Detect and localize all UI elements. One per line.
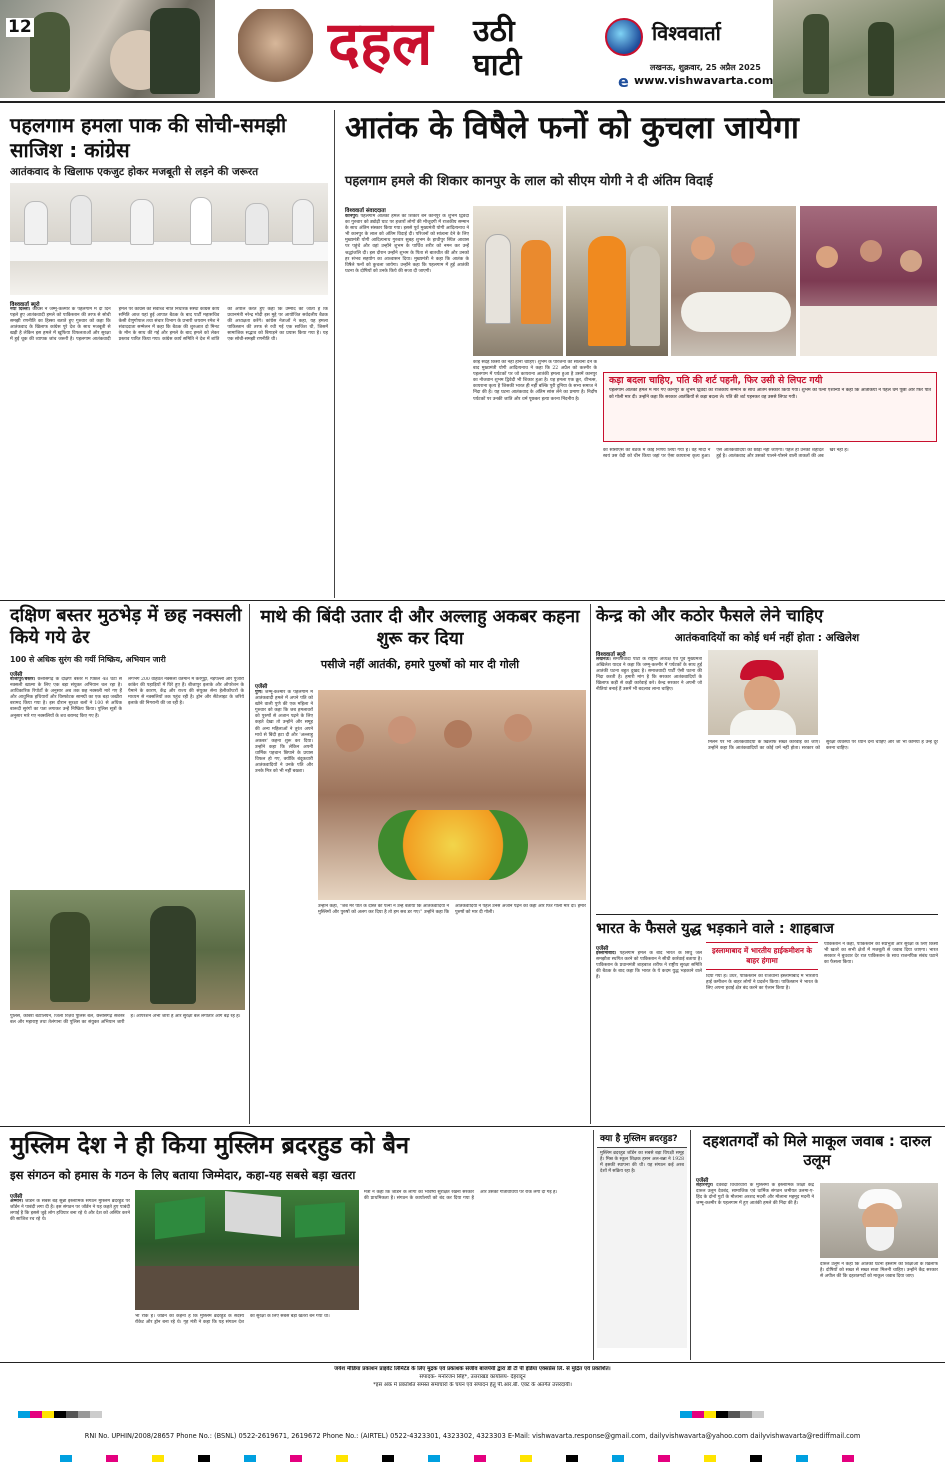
masthead-photo-right — [773, 0, 945, 98]
s8-lead: सहारनपुर। — [696, 1183, 714, 1188]
s1-lead: नयी दिल्ली। — [10, 307, 31, 312]
color-bar-top-left — [18, 1411, 102, 1418]
brand-logo-icon — [605, 18, 643, 56]
s4-headline: माथे की बिंदी उतार दी और अल्लाहु अकबर कहना शुरू कर दिया — [260, 607, 580, 649]
s8-byline: एजेंसी — [696, 1178, 709, 1184]
s3-body — [10, 677, 122, 885]
website-icon: e — [618, 72, 629, 91]
s4-body-2: उन्होंने कहा, "जब मेरे पति के दोस्त की पत्नी ने उन्हें बताया कि आतंकवादियों ने मुस्लिमों और पुरुषों को अलग कर दिया है तो हम सब डर गए।" उन्होंने कहा कि आतंकवादियों ने पहले उनसे अजान पढ़ने को कहा और फिर गोली मार दी। हमारे पुरुषों को मार दी गोली। — [318, 904, 586, 916]
s7-box-body: मुस्लिम ब्रदरहुड जॉर्डन का सबसे बड़ा विपक्षी समूह है। मिस्र के स्कूल शिक्षक हसन अल-बन्ना ने 1928 में इसकी स्थापना की थी। यह संगठन कई अरब देशों में सक्रिय रहा है। — [597, 1148, 687, 1348]
s2-photo-2 — [566, 206, 668, 356]
s1-body-text: कांग्रेस ने जम्मू-कश्मीर के पहलगाम में दो दिन पहले हुए आतंकवादी हमले को पाकिस्तान की तरफ से सोची समझी रणनीति का हिस्सा बताते हुए गुरुवार को कहा कि आतंकवाद के खिलाफ कांग्रेस पूरे देश के साथ मजबूती से खड़ी है लेकिन इस हमले में खुफिया विफलताओं और सुरक्षा में हुई चूक की व्यापक जांच जरूरी है। पहलगाम आतंकवादी हमले पर कांग्रेस की सर्वोच्च नीति निर्धारक संस्था कांग्रेस कार्य समिति आज यहां हुई आपात बैठक के बाद पार्टी महासचिव केसी वेणुगोपाल तथा संचार विभाग के प्रभारी जयराम रमेश ने संवाददाता सम्मेलन में कहा कि बैठक की शुरुआत दो मिनट के मौन के साथ की गई और हमले के बाद हमले को लेकर प्रस्ताव पारित किया गया। कांग्रेस कार्य समिति ने देश में शांति की अपील करते हुए कहा कि उम्मीद की जाती है कि प्रधानमंत्री नरेन्द्र मोदी इस मुद्दे पर आयोजित सर्वदलीय बैठक की अध्यक्षता करेंगे। कांग्रेस नेताओं ने कहा, यह हमला पाकिस्तान की तरफ से रची गई एक साजिश थी, जिसमें सामाजिक सद्भाव को बिगाड़ने का प्रयास किया गया है। यह एक सोची-समझी रणनीति थी। — [10, 307, 328, 343]
s3-byline: एजेंसी — [10, 672, 23, 678]
s3-subheadline: 100 से अधिक सुरंग की गयीं निष्क्रिय, अभियान जारी — [10, 655, 166, 664]
s6-box-title: इस्लामाबाद में भारतीय हाईकमीशन के बाहर हंगामा — [711, 946, 813, 965]
s5-body-2: मिलने पर भी आतंकवादियों के खिलाफ सख्त कार्रवाई की जाए। उन्होंने कहा कि आतंकवादियों का कोई धर्म नहीं होता। सरकार को सुरक्षा व्यवस्था पर ध्यान देना चाहिए और जो भी कमियां हैं उन्हें दूर करना चाहिए। — [708, 740, 938, 752]
masthead — [0, 0, 945, 100]
s2-caption-box — [603, 372, 937, 442]
s7-box — [597, 1132, 687, 1360]
s8-photo — [820, 1183, 938, 1258]
s3-body-text: छत्तीसगढ़ के दक्षिण बस्तर में पिछले 48 घंटों से नक्सली खात्मा के लिए एक बड़ा संयुक्त अभियान चल रहा है। आधिकारिक रिपोर्टों के अनुसार अब तक छह नक्सली मारे गए हैं और आधुनिक हथियारों और विस्फोटक सामग्री का एक बड़ा जखीरा बरामद किया गया है। इस दौरान सुरक्षा बलों ने 100 से अधिक बारूदी सुरंगों का पता लगाकर उन्हें निष्क्रिय किया। पुलिस सूत्रों के अनुसार मारे गए नक्सलियों के शव बरामद किए गए हैं। — [10, 677, 122, 719]
s4-body-text: जम्मू-कश्मीर के पहलगाम में आतंकवादी हमले में अपने पति को खोने वाली पुणे की एक महिला ने गुरुवार को कहा कि जब हमलावरों को पुरुषों से अजान पढ़ने के लिए कहते देखा तो उन्होंने और समूह की अन्य महिलाओं ने तुरंत अपने माथे से बिंदी हटा दी और 'अल्लाहु अकबर' कहना शुरू कर दिया। उन्होंने कहा कि लेकिन अपनी धार्मिक पहचान छिपाने के प्रयास विफल हो गए, क्योंकि बंदूकधारी आतंकवादियों ने उनके पति और उनके मित्र को भी नहीं बख्शा। — [255, 690, 313, 775]
s3-lead: बीजापुर/बस्तर। — [10, 677, 36, 682]
s6-lead: इस्लामाबाद। — [596, 951, 617, 956]
s2-body-3: को सीसीएस की बैठक में कोई निर्णय लिया गया है। वह मोदी ने स्वयं उस वेदी को चीन किया जहां पर ऐसा कायराना कृत्य हुआ। ऐसे आतंकवादियों को छोड़ा नहीं जाएगा। पहले ही उनकी शहादत हुई है। आतंकवाद और उसको पालने-पोसने वाली ताकतों की अब खैर नहीं है। — [603, 448, 849, 460]
s5-photo — [708, 650, 818, 735]
s4-byline: एजेंसी — [255, 684, 268, 690]
footer-line-2: संपादक- मनोरंजन सिंह*, उत्तराखंड कार्यालय- देहरादून — [419, 1374, 526, 1380]
s2-body — [345, 214, 469, 364]
s6-box — [706, 942, 818, 970]
s5-headline: केन्द्र को और कठोर फैसले लेने चाहिए — [596, 606, 824, 625]
s6-headline: भारत के फैसले युद्ध भड़काने वाले : शाहबाज — [596, 921, 834, 937]
brand-name: विश्ववार्ता — [652, 21, 721, 45]
s8-body-text: देवबंदी विचारधारा के मुस्लिमों के इस्लामिक शिक्षा केंद्र दारुल उलूम देवबंद, सामाजिक एवं धार्मिक संगठन जमीयत उलमा-ए-हिंद के दोनों गुटों के मौलाना अरशद मदनी और मौलाना महमूद मदनी ने जम्मू-कश्मीर के पहलगाम में हुए आतंकी हमले की निंदा की है। — [696, 1183, 814, 1207]
s3-caption: पुलिस, कोबरा बटालियन, जिला रिज़र्व पुलिस बल, छत्तीसगढ़ सशस्त्र बल और महाराष्ट्र तथा तेलंगाना की पुलिस का संयुक्त अभियान जारी है। ऑपरेशन अभी जारी है और सुरक्षा बल लगातार आगे बढ़ रहे हैं। — [10, 1014, 241, 1026]
s7-headline: मुस्लिम देश ने ही किया मुस्लिम ब्रदरहुड को बैन — [10, 1131, 410, 1159]
row1-bottom-rule — [0, 600, 945, 601]
s1-divider — [334, 110, 335, 598]
s4-body — [255, 690, 313, 1122]
s7-lead: अम्मान। — [10, 1199, 24, 1204]
page-number: 12 — [8, 17, 32, 37]
s7-body-2b: भी रोक है। जॉर्डन का कहना है कि मुस्लिम ब्रदरहुड के सदस्य रॉकेट और ड्रोन बना रहे थे। गृह मंत्री ने कहा कि यह संगठन देश की सुरक्षा के लिए सबसे बड़ा खतरा बन गया था। — [135, 1314, 330, 1326]
s5-bottom-rule — [596, 914, 938, 915]
color-bar-top-right — [680, 1411, 764, 1418]
s5-lead: लखनऊ। — [596, 657, 611, 662]
s2-caption-body: पहलगाम आतंकी हमले में मारे गए कानपुर के शुभम द्विवेदी का राजकीय सम्मान के साथ अंतिम संस्कार किया गया। शुभम की पत्नी ऐशान्या ने कहा कि आतंकियों ने पहले धर्म पूछा और फिर पति को गोली मार दी। उन्होंने कहा कि सरकार आतंकियों से कड़ा बदला ले। पति की शर्ट पहनकर वह उससे लिपट गयी। — [609, 388, 931, 400]
s8-divider — [690, 1130, 691, 1360]
s3-body-2: लगभग 200 वाहवत नक्सली वर्तमान में कर्रेगुट्टा, नड़पल्ली और पुजारी कांकेर की पहाड़ियों में घिरे हुए हैं। बीजापुर इलाके और ऑपरेशन के पैमाने के कारण, केंद्र और राज्य की संयुक्त सेना हेलीकॉप्टरों के माध्यम से नक्सलियों तक पहुंच रही है। ड्रोन और सैटेलाइट के जरिये इलाके की निगरानी की जा रही है। — [128, 677, 244, 707]
s8-body-2: दारुल उलूम ने कहा कि आतंकी घटना इस्लाम की शिक्षाओं के खिलाफ है। दोषियों को सख्त से सख्त सजा मिलनी चाहिए। उन्होंने केंद्र सरकार से अपील की कि दहशतगर्दों को माकूल जवाब दिया जाए। — [820, 1262, 938, 1280]
s6-body — [596, 951, 702, 1123]
s5-body — [596, 657, 702, 912]
s1-body — [10, 307, 328, 597]
s4-photo — [318, 690, 586, 900]
s1-subheadline: आतंकवाद के खिलाफ एकजुट होकर मजबूती से लड़ने की जरूरत — [10, 166, 259, 178]
s7-body — [10, 1199, 130, 1359]
s2-photo-1 — [473, 206, 563, 356]
s1-photo — [10, 183, 328, 295]
s2-photo-3 — [671, 206, 796, 356]
s7-photo — [135, 1190, 359, 1310]
s6-body-3: पाकिस्तान ने कहा, पाकिस्तान की संप्रभुता और सुरक्षा के लिए किसी भी खतरे का सभी क्षेत्रों में मजबूती से जवाब दिया जाएगा। भारत सरकार ने बुधवार देर रात पाकिस्तान के साथ राजनयिक संबंध घटाने का फैसला किया। — [824, 942, 938, 966]
dateline: लखनऊ, शुक्रवार, 25 अप्रैल 2025 — [650, 63, 761, 72]
masthead-title-red: दहल — [328, 9, 433, 79]
s5-subheadline: आतंकवादियों का कोई धर्म नहीं होता : अखिलेश — [674, 632, 860, 644]
s6-body-2: दिया गया है। उधर, पाकिस्तान की राजधानी इस्लामाबाद में भारतीय हाई कमीशन के बाहर लोगों ने प्रदर्शन किया। पाकिस्तान ने भारत के लिए अपना हवाई क्षेत्र बंद करने का ऐलान किया है। — [706, 974, 818, 992]
s4-lead: पुणे। — [255, 690, 263, 695]
s7-body-text: जॉर्डन के सबसे बड़े सुन्नी इस्लामिक संगठन मुस्लिम ब्रदरहुड पर जॉर्डन ने पाबंदी लगा दी है। इस संगठन पर जॉर्डन ने यह कहते हुए पाबंदी लगाई है कि इससे जुड़े लोग हथियार बना रहे थे और देश को अस्थिर करने की साजिश रच रहे थे। — [10, 1199, 130, 1223]
footer-line-3: *इस अंक में प्रकाशित समस्त समाचारों के चयन एवं संपादन हेतु पी.आर.बी. एक्ट के अंतर्गत उत्तरदायी। — [373, 1382, 572, 1388]
s2-lead: कानपुर। — [345, 214, 359, 219]
s5-byline: विश्ववार्ता ब्यूरो — [596, 652, 626, 658]
footer-line-1: जयेश मीडिया प्रकाशन प्राइवेट लिमिटेड के लिए मुद्रक एवं प्रकाशक संजीव बाजपेयी द्वारा डी टी पी इंडिया एक्सप्रेस लि. से मुद्रित एवं प्रकाशित। — [334, 1366, 611, 1372]
s2-caption-title: कड़ा बदला चाहिए, पति की शर्ट पहनी, फिर उसी से लिपट गयी — [609, 375, 823, 386]
s7-divider — [593, 1130, 594, 1360]
s2-subheadline: पहलगाम हमले की शिकार कानपुर के लाल को सीएम योगी ने दी अंतिम विदाई — [345, 174, 713, 189]
s1-byline: विश्ववार्ता ब्यूरो — [10, 302, 40, 308]
masthead-title-black: उठी घाटी — [473, 14, 522, 83]
row2-bottom-rule — [0, 1126, 945, 1127]
s5-body-text: समाजवादी पार्टी के राष्ट्रीय अध्यक्ष एवं पूर्व मुख्यमंत्री अखिलेश यादव ने कहा कि जम्मू-कश्मीर में पर्यटकों के साथ हुई आतंकी घटना बहुत दुखद है। समाजवादी पार्टी ऐसी घटना की निंदा करती है। हमारी मांग है कि सरकार आतंकवादियों के खिलाफ कड़ी से कड़ी कार्रवाई करे। केन्द्र सरकार ने अपनी जो नीतियां बनाई हैं उसमें भी बदलाव लाना चाहिए। — [596, 657, 702, 693]
s7-body-2: मंत्री ने कहा कि जॉर्डन के लोगों का भविष्य सुरक्षित रखना सरकार की प्राथमिकता है। संगठन के कार्यालयों को बंद कर दिया गया है और उसकी गतिविधियों पर रोक लगा दी गई है। — [364, 1190, 558, 1202]
s8-headline: दहशतगर्दों को मिले माकूल जवाब : दारुल उलूम — [702, 1132, 932, 1169]
s2-photo-4 — [800, 206, 937, 356]
masthead-rule — [0, 101, 945, 103]
s1-headline: पहलगाम हमला पाक की सोची-समझी साजिश : कांग्रेस — [10, 113, 287, 162]
footer-contacts: RNI No. UPHIN/2008/28657 Phone No.: (BSNL) 0522-2619671, 2619672 Phone No.: (AIRTEL) 0522-4323301, 4323302, 4323303 E-Mail: vishwavarta.response@gmail.com, dailyvishwavarta@yahoo.com dailyvishwavarta@rediffmail.com — [84, 1432, 861, 1440]
s3-headline: दक्षिण बस्तर मुठभेड़ में छह नक्सली किये गये ढेर — [10, 605, 242, 648]
s2-body-text: पहलगाम आतंकी हमले का शिकार बने कानपुर के शुभम द्विवेदी का गुरुवार को ड्योढ़ी घाट पर हजारों लोगों की मौजूदगी में राजकीय सम्मान के साथ अंतिम संस्कार किया गया। इससे पूर्व मुख्यमंत्री योगी आदित्यनाथ ने भी कानपुर के लाल को अंतिम विदाई दी। परिजनों को सांत्वना देने के लिए मुख्यमंत्री योगी आदित्यनाथ गुरुवार सुबह शुभम के हाथीपुर स्थित आवास पर पहुंचे और वहां उन्होंने शुभम के पार्थिव शरीर को नमन कर उन्हें श्रद्धांजलि दी। इस दौरान उन्होंने शुभम के पिता से बातचीत की और उनको हर संभव सहयोग का आश्वासन दिया। मुख्यमंत्री ने कहा कि आतंक के विषैले फनों को कुचला जायेगा। उन्होंने कहा कि पहलगाम में हुई आतंकी घटना के दोषियों को उनके किये की सजा दी जाएगी। — [345, 214, 469, 274]
masthead-woman-photo — [238, 9, 313, 95]
s2-byline: विश्ववार्ता संवाददाता — [345, 208, 386, 214]
masthead-photo-left — [0, 0, 215, 98]
s6-body-text: पहलगाम हमले के बाद भारत के सिंधु जल समझौता स्थगित करने को पाकिस्तान ने सीधी कार्रवाई बताया है। पाकिस्तान के प्रधानमंत्री शाहबाज शरीफ ने राष्ट्रीय सुरक्षा समिति की बैठक के बाद कहा कि भारत के ये कदम युद्ध भड़काने वाले हैं। — [596, 951, 702, 981]
s4-subheadline: पसीजे नहीं आतंकी, हमारे पुरुषों को मार दी गोली — [320, 658, 520, 671]
s7-box-title: क्या है मुस्लिम ब्रदरहुड? — [597, 1132, 687, 1148]
footer-top-rule — [0, 1362, 945, 1363]
website-url[interactable]: www.vishwavarta.com — [634, 74, 774, 87]
color-bar-bottom — [60, 1455, 854, 1462]
masthead-title-box — [218, 3, 598, 97]
s3-photo — [10, 890, 245, 1010]
s6-byline: एजेंसी — [596, 946, 609, 952]
s2-col2: कोई संदेह किसी को नहीं होना चाहिए। शुभम के परिजनों को सांत्वना देने के बाद मुख्यमंत्री योगी आदित्यनाथ ने कहा कि 22 अप्रैल को कश्मीर के पहलगाम में पर्यटकों पर जो कायराना आतंकी हमला हुआ है उसमें कानपुर का नौजवान शुभम द्विवेदी भी शिकार हुआ है। यह हमला एक क्रूर, वीभत्स, कायराना कृत्य है जिसकी भारत ही नहीं बल्कि पूरी दुनिया के सभ्य समाज ने निंदा की है। यह घटना आतंकवाद के अंतिम सांस लेने का प्रमाण है। निर्दोष पर्यटकों पर उनकी जाति और धर्म पूछकर हत्या करना निंदनीय है। — [473, 360, 597, 402]
s7-byline: एजेंसी — [10, 1194, 23, 1200]
s7-subheadline: इस संगठन को हमास के गठन के लिए बताया जिम्मेदार, कहा-यह सबसे बड़ा खतरा — [10, 1168, 356, 1182]
s4-divider — [590, 604, 591, 1124]
s2-headline: आतंक के विषैले फनों को कुचला जायेगा — [345, 110, 799, 146]
s3-divider — [249, 604, 250, 1124]
s8-body — [696, 1183, 814, 1359]
